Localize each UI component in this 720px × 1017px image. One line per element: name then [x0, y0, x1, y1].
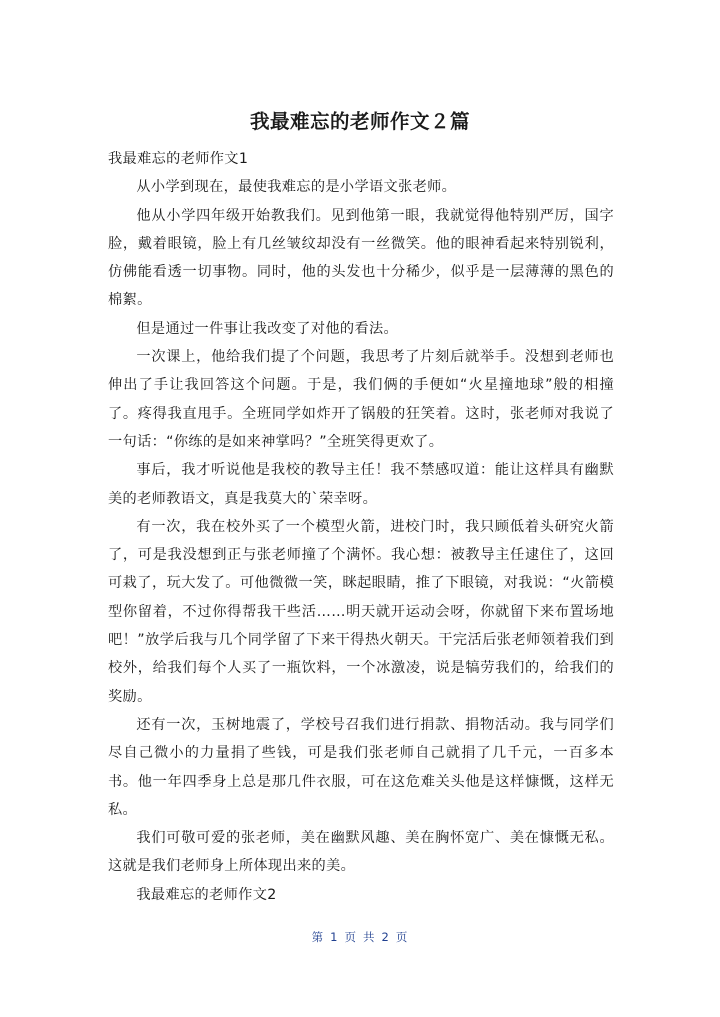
paragraph: 有一次，我在校外买了一个模型火箭，进校门时，我只顾低着头研究火箭了，可是我没想到正与张老师撞了个满怀。我心想：被教导主任逮住了，这回可栽了，玩大发了。可他微微一笑，眯起眼睛，推了下眼镜，对我说：“火箭模型你留着，不过你得帮我干些活……明天就开运动会呀，你就留下来布置场地吧！”放学后我与几个同学留了下来干得热火朝天。干完活后张老师领着我们到校外，给我们每个人买了一瓶饮料，一个冰激凌，说是犒劳我们的，给我们的奖励。	[108, 518, 614, 705]
essay-heading-1: 我最难忘的老师作文1	[108, 151, 249, 167]
paragraph: 他从小学四年级开始教我们。见到他第一眼，我就觉得他特别严厉，国字脸，戴着眼镜，脸上有几丝皱纹却没有一丝微笑。他的眼神看起来特别锐利，仿佛能看透一切事物。同时，他的头发也十分稀少，似乎是一层薄薄的黑色的棉絮。	[108, 207, 614, 309]
paragraph: 还有一次，玉树地震了，学校号召我们进行捐款、捐物活动。我与同学们尽自己微小的力量捐了些钱，可是我们张老师自己就捐了几千元，一百多本书。他一年四季身上总是那几件衣服，可在这危难关头他是这样慷慨，这样无私。	[108, 716, 614, 818]
paragraph: 一次课上，他给我们提了个问题，我思考了片刻后就举手。没想到老师也伸出了手让我回答这个问题。于是，我们俩的手便如“火星撞地球”般的相撞了。疼得我直甩手。全班同学如炸开了锅般的狂笑着。这时，张老师对我说了一句话：“你练的是如来神掌吗？”全班笑得更欢了。	[108, 349, 614, 450]
total-pages-number: 2	[381, 930, 390, 944]
current-page-number: 1	[330, 930, 339, 944]
total-label: 共	[363, 930, 376, 944]
page-unit: 页	[344, 930, 357, 944]
paragraph: 我们可敬可爱的张老师，美在幽默风趣、美在胸怀宽广、美在慷慨无私。这就是我们老师身上所体现出来的美。	[108, 830, 614, 875]
paragraph: 事后，我才听说他是我校的教导主任！我不禁感叹道：能让这样具有幽默美的老师教语文，真是我莫大的`荣幸呀。	[108, 462, 614, 507]
paragraph: 从小学到现在，最使我难忘的是小学语文张老师。	[136, 179, 457, 196]
total-unit: 页	[395, 930, 409, 944]
paragraph: 但是通过一件事让我改变了对他的看法。	[136, 320, 399, 337]
page-footer	[0, 929, 720, 945]
essay-heading-2: 我最难忘的老师作文2	[136, 886, 277, 903]
document-body	[108, 145, 614, 909]
page-label: 第	[311, 930, 325, 944]
document-title: 我最难忘的老师作文２篇	[249, 110, 470, 133]
